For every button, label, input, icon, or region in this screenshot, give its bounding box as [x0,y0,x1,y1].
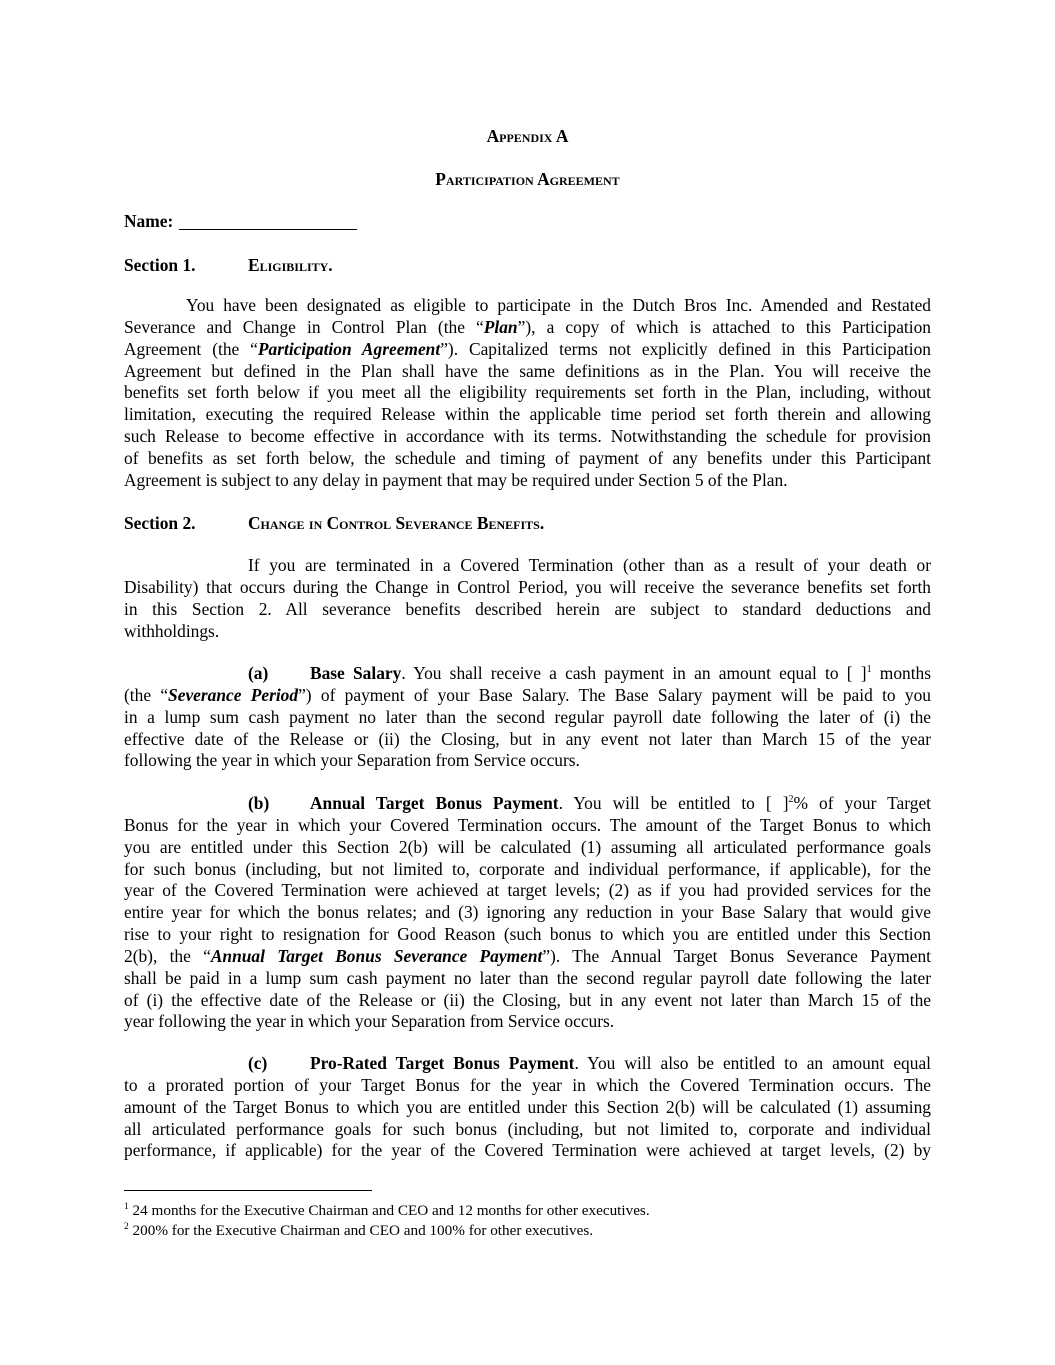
paragraph-line: entire year for which the bonus relates; and (3) ignoring any reduction in your Base Salary that would give [124,902,931,923]
paragraph-line: benefits set forth below if you meet all the eligibility requirements set forth in the Plan, including, without [124,382,931,403]
section-2-number: Section 2. [124,513,196,533]
subsection-label: (a) [248,663,269,683]
footnote-text: 200% for the Executive Chairman and CEO and 100% for other executives. [128,1222,594,1239]
paragraph-line: withholdings. [124,620,220,641]
paragraph-line: (c) Pro-Rated Target Bonus Payment. You will also be entitled to an amount equal [248,1053,931,1073]
paragraph-line: You have been designated as eligible to participate in the Dutch Bros Inc. Amended and Restated [186,295,931,315]
subsection-a [124,663,931,772]
paragraph-line: year following the year in which your Separation from Service occurs. [124,1011,615,1032]
section-2-title: Change in Control Severance Benefits. [248,513,545,533]
section-1-title: Eligibility. [248,255,333,275]
paragraph-line: you are entitled under this Section 2(b) will be calculated (1) assuming all articulated performance goals [124,836,931,857]
paragraph-line: of benefits as set forth below, the schedule and timing of payment of any benefits under this Participant [124,447,931,468]
subsection-b [124,793,931,1033]
paragraph-line: Agreement (the “Participation Agreement”). Capitalized terms not explicitly defined in this Participation [124,338,931,359]
name-field [124,211,357,232]
subsection-label: (c) [248,1053,268,1073]
name-blank-line [179,213,357,230]
subsection-heading: Base Salary [310,663,402,683]
footnote-ref: 1 [866,664,872,675]
paragraph-line: amount of the Target Bonus to which you are entitled under this Section 2(b) will be calculated (1) assuming [124,1096,931,1117]
name-label: Name: [124,211,174,231]
paragraph-line: Bonus for the year in which your Covered Termination occurs. The amount of the Target Bonus to which [124,814,931,835]
defined-term-participation-agreement: Participation Agreement [257,338,441,359]
footnote-divider [124,1190,372,1191]
section-2-heading [124,513,544,534]
paragraph-line: of (i) the effective date of the Release or (ii) the Closing, but in any event not later than March 15 of the [124,989,931,1010]
footnote-mark: 1 [124,1202,129,1212]
subsection-heading: Annual Target Bonus Payment [310,793,559,813]
paragraph-line: (b) Annual Target Bonus Payment. You will be entitled to [ ]$^2$% of your Target [248,793,931,813]
section-2-intro [124,555,931,642]
paragraph-line: rise to your right to resignation for Good Reason (such bonus to which you are entitled under this Section [124,924,931,945]
paragraph-line: Agreement is subject to any delay in payment that may be required under Section 5 of the Plan. [124,469,788,490]
paragraph-line: performance, if applicable) for the year of the Covered Termination were achieved at target levels, (2) by [124,1140,931,1161]
defined-term-severance-period: Severance Period [168,684,299,705]
footnote-text: 24 months for the Executive Chairman and CEO and 12 months for other executives. [128,1202,650,1219]
appendix-heading: Appendix A [486,126,569,146]
paragraph-line: (the “Severance Period”) of payment of your Base Salary. The Base Salary payment will be paid to you [124,684,931,705]
section-1-heading [124,255,333,276]
defined-term-annual-target-bonus-severance-payment: Annual Target Bonus Severance Payment [210,945,543,966]
section-1-paragraph [124,295,931,492]
paragraph-line: in a lump sum cash payment no later than the second regular payroll date following the later of (i) the [124,706,931,727]
paragraph-line: limitation, executing the required Release within the applicable time period set forth therein and allowing [124,404,931,425]
paragraph-line: all articulated performance goals for such bonus (including, but not limited to, corporate and individual [124,1118,931,1139]
footnote-1 [124,1201,650,1221]
paragraph-line: such Release to become effective in accordance with its terms. Notwithstanding the schedule for provision [124,426,931,447]
page-title: Participation Agreement [435,169,620,189]
paragraph-line: in this Section 2. All severance benefits described herein are subject to standard deductions and [124,598,931,619]
footnote-ref: 2 [788,794,794,805]
subsection-label: (b) [248,793,270,813]
paragraph-line: Disability) that occurs during the Change in Control Period, you will receive the severance benefits set forth [124,576,931,597]
footnote-2 [124,1221,593,1241]
paragraph-line: If you are terminated in a Covered Termination (other than as a result of your death or [248,555,931,575]
defined-term-plan: Plan [483,316,518,337]
paragraph-line: to a prorated portion of your Target Bonus for the year in which the Covered Termination occurs. The [124,1074,931,1095]
subsection-c [124,1053,931,1162]
paragraph-line: following the year in which your Separation from Service occurs. [124,750,580,771]
paragraph-line: Severance and Change in Control Plan (the “Plan”), a copy of which is attached to this Participation [124,316,931,337]
paragraph-line: (a) Base Salary. You shall receive a cash payment in an amount equal to [ ]$^1$ months [248,663,932,683]
subsection-heading: Pro-Rated Target Bonus Payment [310,1053,575,1073]
footnote-mark: 2 [124,1222,129,1232]
paragraph-line: 2(b), the “Annual Target Bonus Severance Payment”). The Annual Target Bonus Severance Payment [124,945,931,966]
paragraph-line: Agreement but defined in the Plan shall have the same definitions as in the Plan. You will receive the [124,360,931,381]
paragraph-line: shall be paid in a lump sum cash payment no later than the second regular payroll date following the later [124,967,931,988]
section-1-number: Section 1. [124,255,196,275]
paragraph-line: for such bonus (including, but not limited to, corporate and individual performance, if applicable), for the [124,858,931,879]
paragraph-line: effective date of the Release or (ii) the Closing, but in any event not later than March 15 of the year [124,728,931,749]
paragraph-line: year of the Covered Termination were achieved at target levels; (2) as if you had provided services for the [124,880,931,901]
